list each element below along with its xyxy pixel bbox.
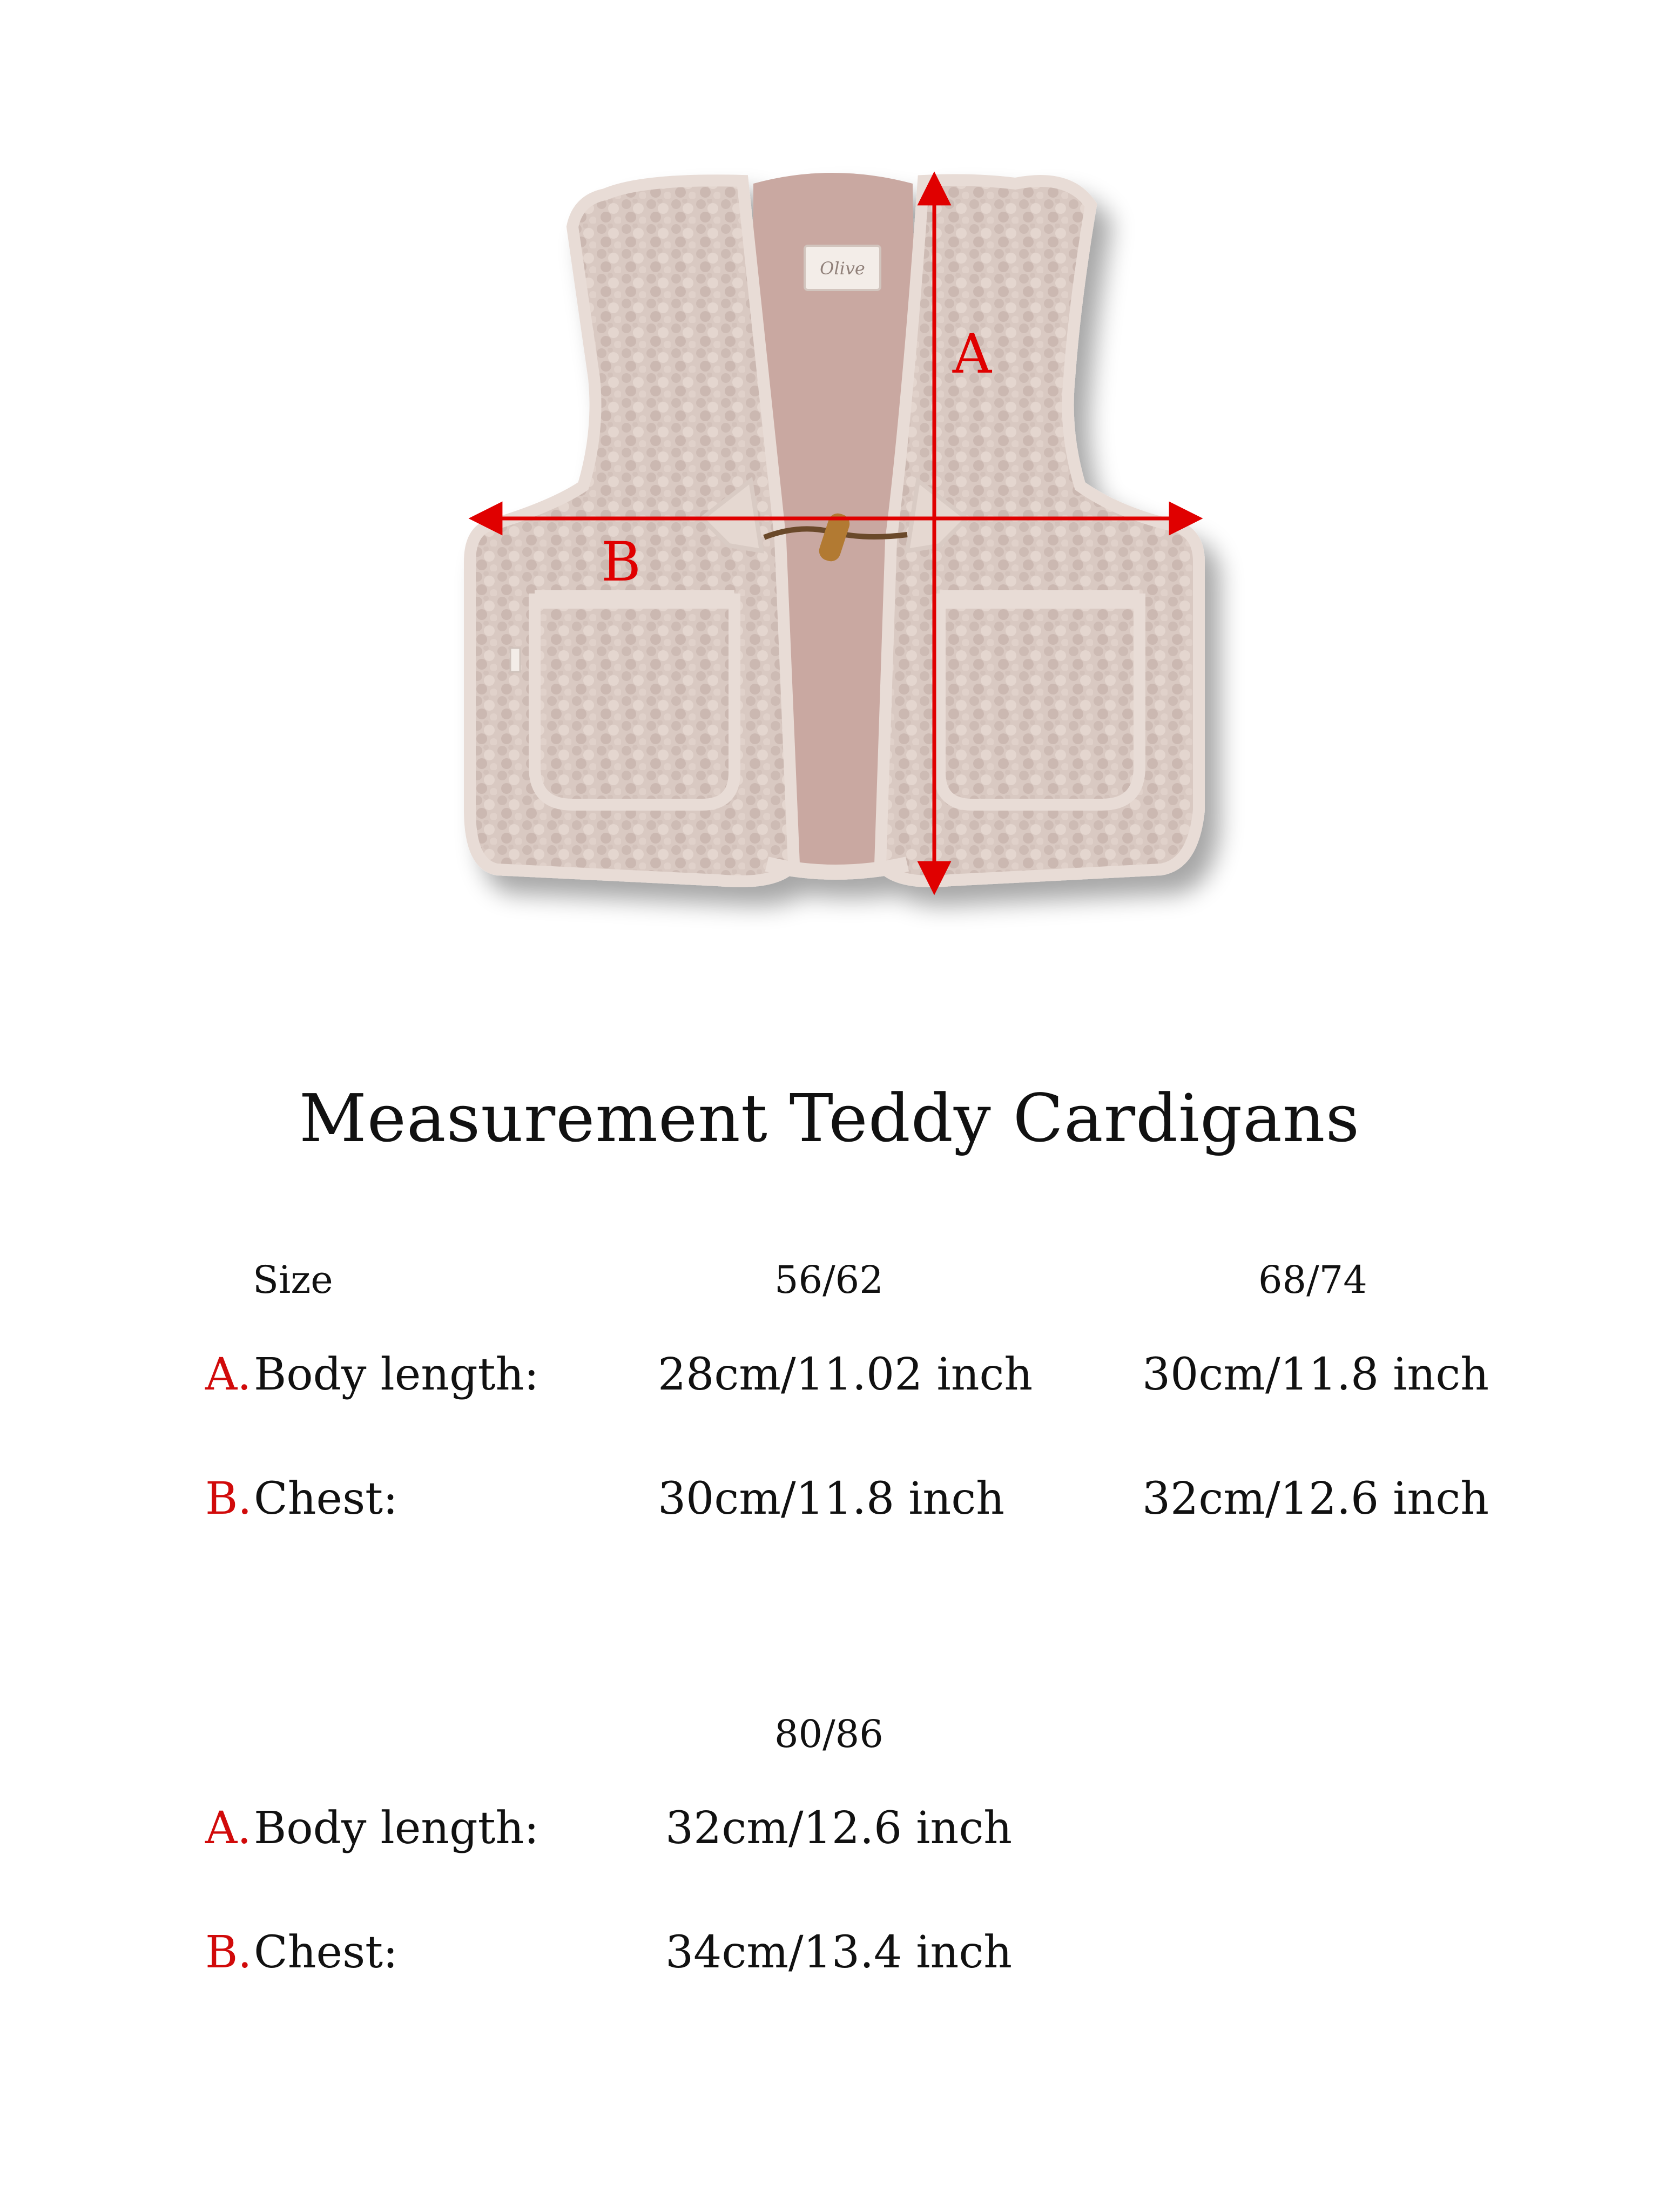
size-header-56-62: 56/62 (774, 1258, 884, 1302)
value-body-length-80-86: 32cm/12.6 inch (665, 1803, 1013, 1854)
left-pocket (535, 599, 734, 805)
brand-label-text: Olive (820, 258, 865, 279)
value-body-length-68-74: 30cm/11.8 inch (1142, 1349, 1489, 1400)
value-chest-80-86: 34cm/13.4 inch (665, 1927, 1013, 1978)
row-marker-a: A. (205, 1349, 252, 1400)
value-chest-56-62: 30cm/11.8 inch (658, 1473, 1005, 1525)
row-marker-a: A. (205, 1803, 252, 1854)
row-label-chest: Chest: (254, 1927, 398, 1978)
size-header-68-74: 68/74 (1258, 1258, 1367, 1302)
row-marker-b: B. (205, 1927, 252, 1978)
size-header-80-86: 80/86 (774, 1712, 884, 1756)
row-label-body-length: Body length: (254, 1349, 539, 1400)
right-pocket (940, 599, 1139, 805)
marker-b-label: B (601, 530, 641, 594)
value-chest-68-74: 32cm/12.6 inch (1142, 1473, 1489, 1525)
row-label-body-length: Body length: (254, 1803, 539, 1854)
vest-illustration (0, 0, 1659, 999)
size-label: Size (253, 1258, 333, 1302)
vest-body (470, 173, 1199, 881)
row-marker-b: B. (205, 1473, 252, 1525)
value-body-length-56-62: 28cm/11.02 inch (658, 1349, 1033, 1400)
marker-a-label: A (952, 322, 992, 386)
page-title: Measurement Teddy Cardigans (299, 1080, 1360, 1157)
row-label-chest: Chest: (254, 1473, 398, 1525)
